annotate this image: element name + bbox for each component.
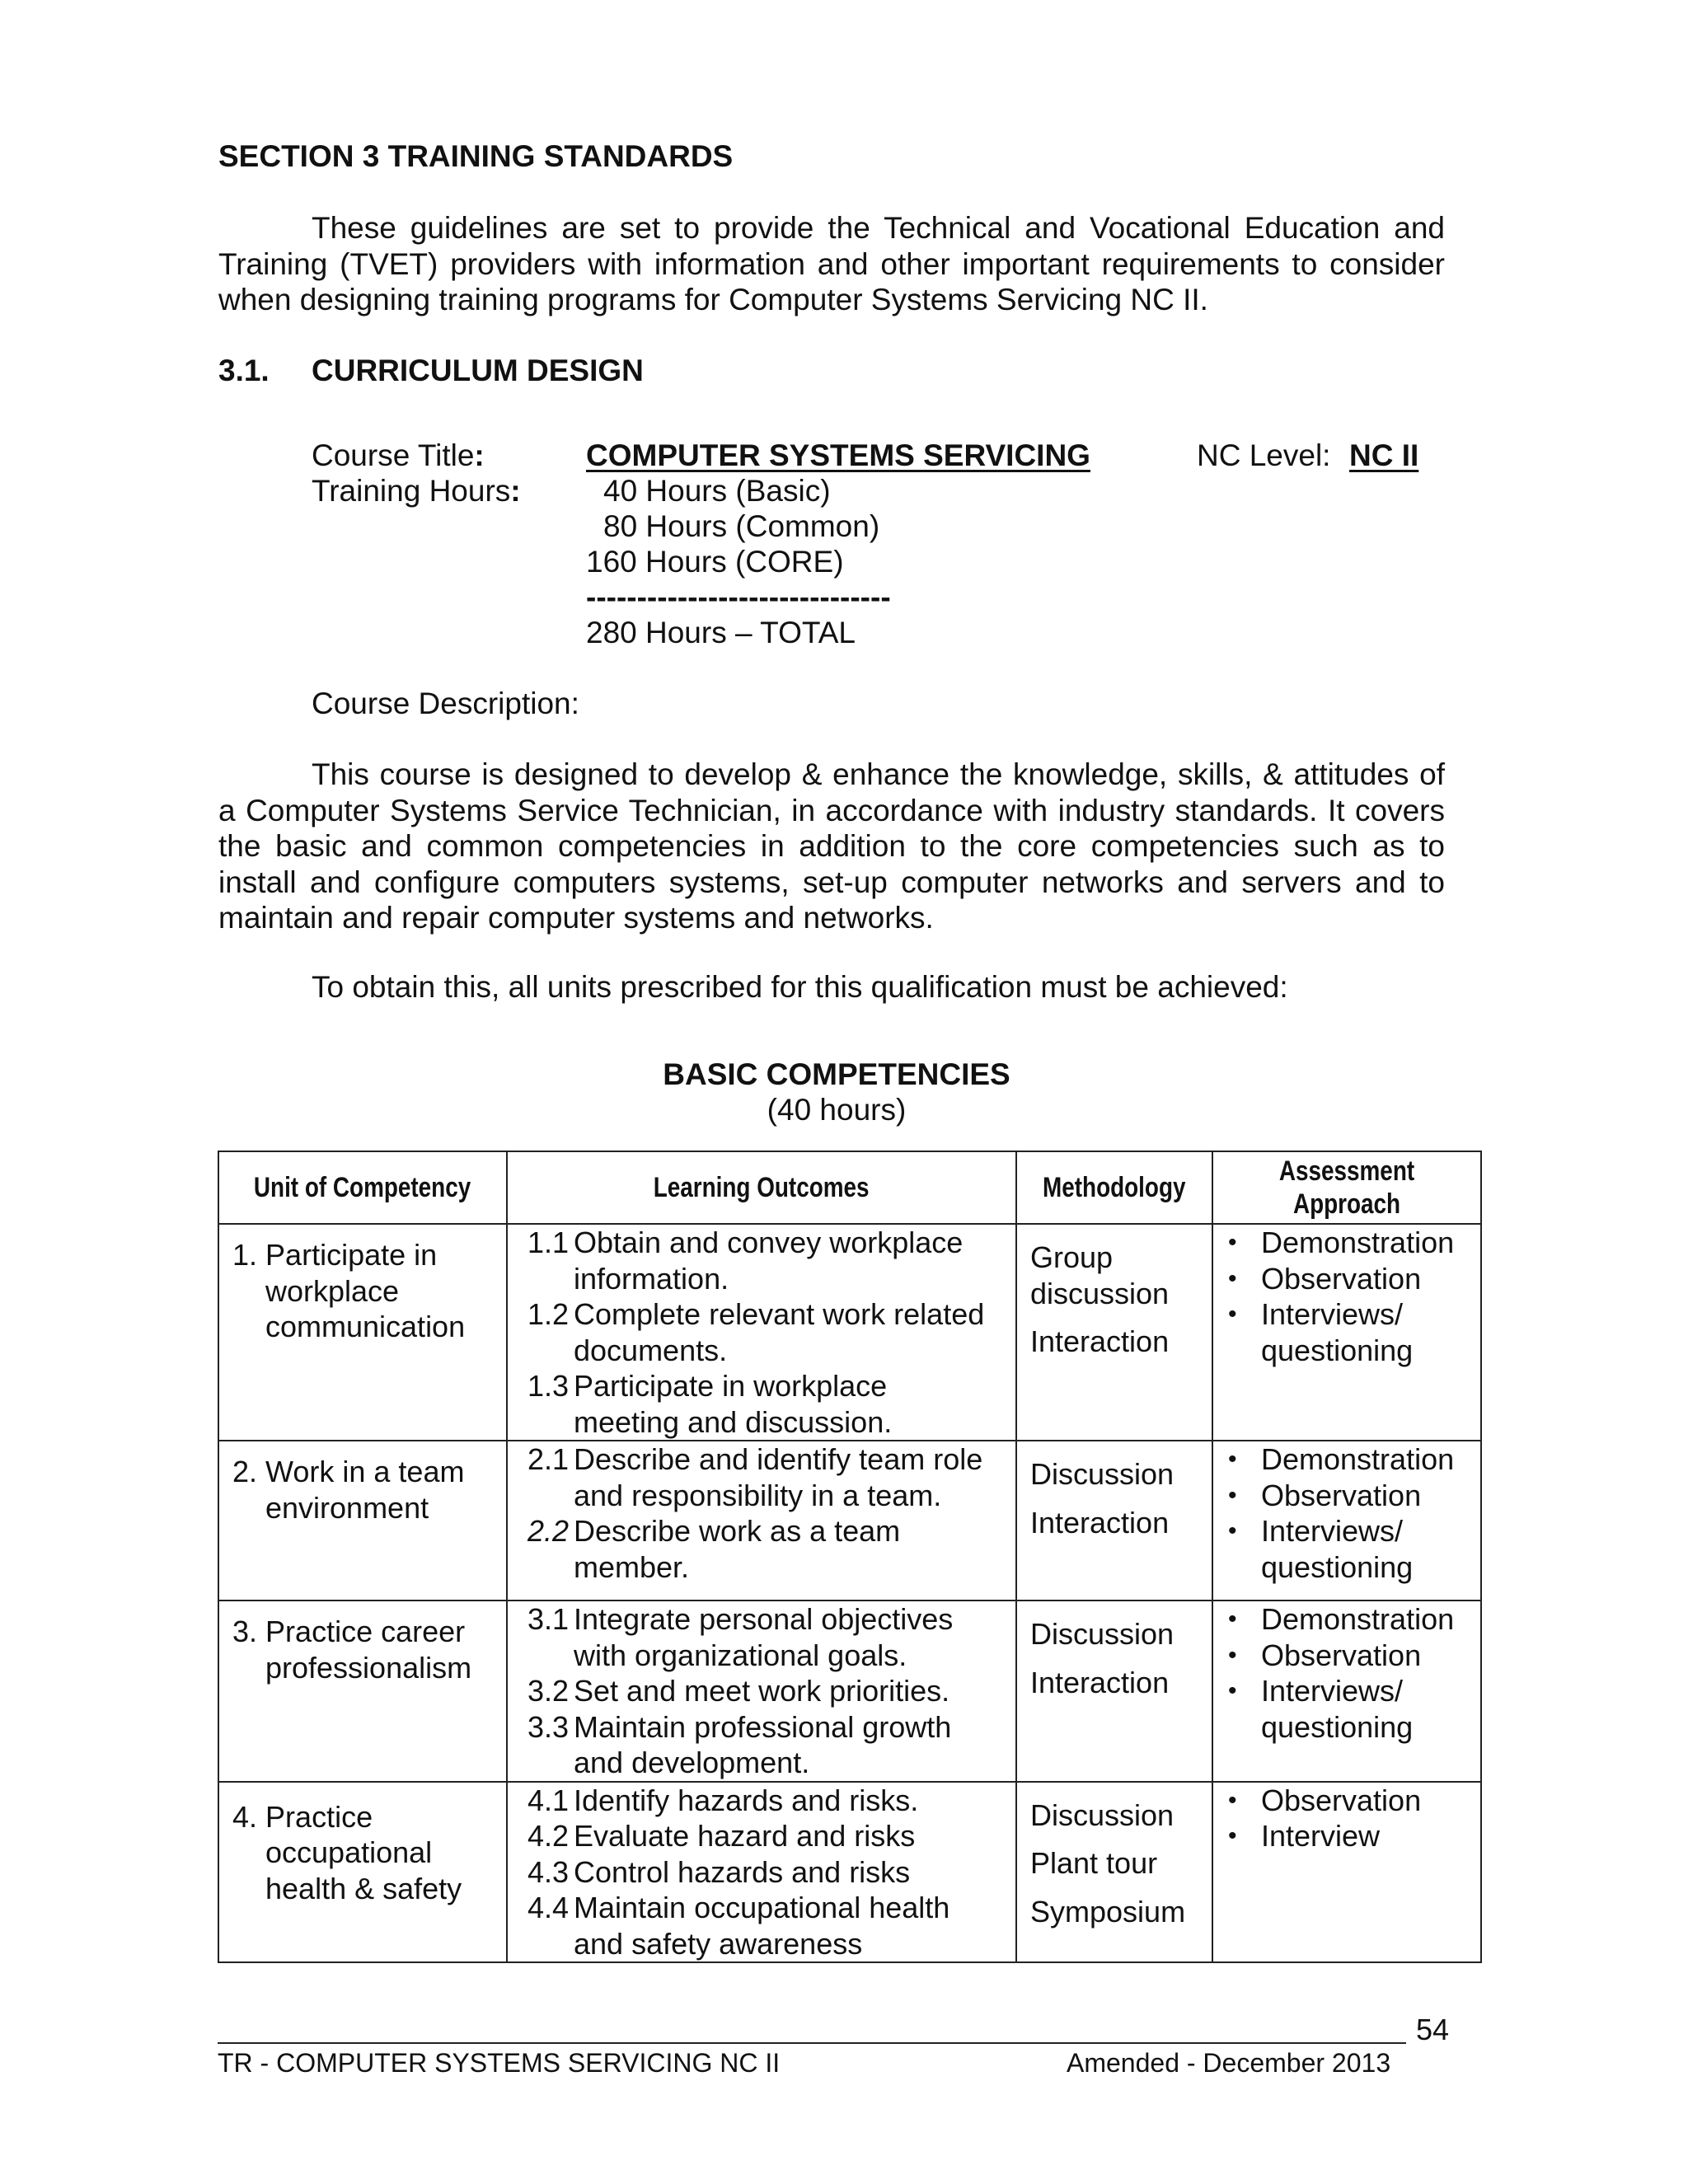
hours-core: 160 Hours (CORE) [586,545,844,579]
footer-rule [218,2042,1406,2044]
outcome-line: documents. [574,1333,728,1367]
unit-number: 3. [232,1615,258,1648]
unit-text [219,1783,506,1907]
list-item [1225,1818,1480,1854]
list-item [518,1296,1015,1368]
outcome-line: Describe and identify team role [574,1442,983,1476]
unit-line: workplace [265,1273,400,1308]
unit-line: professionalism [265,1650,472,1685]
method-item: Interaction [1030,1505,1170,1540]
outcome-line: and development. [574,1746,810,1779]
outcome-number: 4.2 [527,1819,569,1853]
unit-cell [218,1441,507,1601]
outcome-number: 4.3 [527,1854,569,1889]
method-item: Discussion [1030,1457,1175,1491]
assessment-item: Interviews/ questioning [1261,1674,1414,1744]
bullet-icon: • [1228,1677,1237,1704]
outcome-number: 4.1 [527,1783,569,1817]
outcome-line: Describe work as a team [574,1514,901,1548]
list-item [518,1709,1015,1781]
outcome-line: and safety awareness [574,1926,863,1961]
outcome-number: 1.2 [527,1297,569,1331]
course-title-value: COMPUTER SYSTEMS SERVICING [586,438,1090,472]
training-hours-colon: : [510,474,521,508]
table-row [218,1601,1481,1782]
unit-text [219,1225,506,1345]
subsection-title: CURRICULUM DESIGN [312,354,644,387]
outcome-line: Evaluate hazard and risks [574,1819,916,1853]
outcome-line: Maintain occupational health [574,1891,950,1924]
unit-line: health & safety [265,1871,462,1905]
intro-line: Training (TVET) providers with information and other important requirements to consider [218,246,1445,281]
course-title-colon: : [474,438,485,472]
description-paragraph [218,757,1445,936]
outcome-number: 1.3 [527,1369,569,1403]
unit-line: occupational [265,1835,433,1869]
basic-competencies-title: BASIC COMPETENCIES [663,1057,1010,1091]
methodology-cell [1016,1441,1212,1601]
competency-table [218,1151,1482,1963]
training-hours-label [312,473,521,509]
outcomes-cell [507,1601,1016,1782]
hours-common: 80 Hours (Common) [603,509,880,543]
list-item [518,1601,1015,1673]
header-methodology [1016,1151,1212,1224]
outcome-line: Set and meet work priorities. [574,1674,950,1708]
unit-cell [218,1782,507,1963]
description-line: a Computer Systems Service Technician, in accordance with industry standards. It covers [218,793,1445,827]
assessment-cell [1212,1782,1481,1963]
outcome-number: 1.1 [527,1226,569,1259]
header-assessment-text: Assessment Approach [1278,1155,1415,1220]
outcome-number: 2.1 [527,1442,569,1476]
obtain-text: To obtain this, all units prescribed for this qualification must be achieved: [312,970,1288,1004]
list-item [1225,1261,1480,1297]
list-item [1225,1513,1480,1585]
unit-line: Participate in [265,1238,438,1272]
list-item [1225,1783,1480,1819]
bullet-icon: • [1228,1786,1237,1814]
list-item [518,1441,1015,1513]
list-item [1225,1296,1480,1368]
list-item [1225,1673,1480,1745]
method-item: Interaction [1030,1665,1170,1699]
basic-competencies-hours: (40 hours) [767,1093,907,1127]
header-unit [218,1151,507,1224]
outcome-line: Identify hazards and risks. [574,1783,919,1817]
hours-separator: ------------------------------ [586,580,891,614]
list-item [518,1783,1015,1819]
assessment-cell [1212,1441,1481,1601]
list-item [518,1818,1015,1854]
table-row [218,1441,1481,1601]
assessment-cell [1212,1224,1481,1441]
assessment-item: Observation [1261,1638,1422,1672]
table-header-row [218,1151,1481,1224]
method-item: Discussion [1030,1617,1175,1651]
unit-text [219,1441,506,1526]
unit-cell [218,1224,507,1441]
header-outcomes-text: Learning Outcomes [654,1172,870,1203]
method-item: Interaction [1030,1324,1170,1358]
list-item [1225,1478,1480,1514]
assessment-item: Interviews/ questioning [1261,1297,1414,1367]
header-assessment [1212,1151,1481,1224]
table-row [218,1782,1481,1963]
outcome-line: meeting and discussion. [574,1404,893,1439]
outcome-number: 3.2 [527,1674,569,1708]
unit-text [219,1601,506,1685]
list-item [1225,1225,1480,1261]
unit-line: Work in a team [265,1455,465,1488]
outcome-line: Obtain and convey workplace [574,1226,964,1259]
footer-left: TR - COMPUTER SYSTEMS SERVICING NC II [218,2048,781,2078]
methodology-cell [1016,1601,1212,1782]
list-item [1225,1441,1480,1478]
course-title-label-text: Course Title [312,438,475,472]
outcome-line: Participate in workplace [574,1369,888,1403]
assessment-item: Observation [1261,1783,1422,1817]
bullet-icon: • [1228,1605,1237,1633]
bullet-icon: • [1228,1264,1237,1292]
bullet-icon: • [1228,1517,1237,1544]
list-item [518,1225,1015,1296]
intro-line: These guidelines are set to provide the Technical and Vocational Education and [312,211,1445,245]
list-item [518,1890,1015,1961]
assessment-item: Demonstration [1261,1226,1455,1259]
assessment-cell [1212,1601,1481,1782]
outcome-line: Maintain professional growth [574,1709,952,1744]
bullet-icon: • [1228,1446,1237,1473]
bullet-icon: • [1228,1481,1237,1509]
assessment-item: Demonstration [1261,1442,1455,1476]
outcome-line: Control hazards and risks [574,1854,911,1889]
list-item [518,1368,1015,1440]
unit-number: 4. [232,1799,258,1834]
description-line: install and configure computers systems, set-up computer networks and servers and to [218,865,1445,899]
list-item [1225,1638,1480,1674]
unit-number: 1. [232,1238,258,1272]
outcome-number: 2.2 [527,1514,569,1548]
assessment-item: Interviews/ questioning [1261,1514,1414,1584]
page-number: 54 [1416,2013,1450,2046]
unit-cell [218,1601,507,1782]
assessment-item: Interview [1261,1819,1381,1853]
outcome-line: member. [574,1549,690,1584]
assessment-item: Observation [1261,1478,1422,1512]
outcomes-cell [507,1441,1016,1601]
assessment-item: Observation [1261,1261,1422,1296]
nc-level-label: NC Level: [1197,438,1331,472]
nc-level-value: NC II [1349,438,1419,472]
list-item [1225,1601,1480,1638]
unit-line: Practice career [265,1615,466,1648]
section-heading: SECTION 3 TRAINING STANDARDS [218,139,734,173]
header-methodology-text: Methodology [1043,1172,1186,1203]
header-outcomes [507,1151,1016,1224]
outcome-line: Integrate personal objectives [574,1602,954,1636]
intro-line: when designing training programs for Computer Systems Servicing NC II. [218,283,1208,316]
footer-right: Amended - December 2013 [1067,2048,1391,2078]
method-item: Symposium [1030,1894,1186,1929]
unit-line: Practice [265,1799,373,1834]
outcome-line: information. [574,1261,729,1296]
description-line: maintain and repair computer systems and networks. [218,901,934,935]
method-item: Plant tour [1030,1846,1158,1880]
bullet-icon: • [1228,1822,1237,1849]
methodology-cell [1016,1782,1212,1963]
hours-basic: 40 Hours (Basic) [603,474,831,508]
bullet-icon: • [1228,1641,1237,1669]
method-item: Discussion [1030,1797,1175,1832]
unit-line: environment [265,1490,429,1525]
methodology-cell [1016,1224,1212,1441]
outcome-number: 3.1 [527,1602,569,1636]
course-title-label [312,438,485,474]
list-item [518,1513,1015,1585]
outcomes-cell [507,1782,1016,1963]
subsection-number: 3.1. [218,354,270,387]
assessment-item: Demonstration [1261,1602,1455,1636]
hours-total: 280 Hours – TOTAL [586,616,856,649]
method-item: Group discussion [1030,1240,1170,1310]
outcome-line: and responsibility in a team. [574,1478,942,1512]
course-description-label: Course Description: [312,687,579,720]
intro-paragraph [218,210,1445,318]
list-item [518,1673,1015,1709]
outcome-line: with organizational goals. [574,1638,907,1672]
outcome-number: 3.3 [527,1709,569,1744]
description-line: This course is designed to develop & enhance the knowledge, skills, & attitudes of [312,757,1445,791]
unit-number: 2. [232,1455,258,1488]
header-unit-text: Unit of Competency [254,1172,471,1203]
list-item [518,1854,1015,1891]
unit-line: communication [265,1310,466,1343]
outcomes-cell [507,1224,1016,1441]
bullet-icon: • [1228,1301,1237,1328]
training-hours-label-text: Training Hours [312,474,511,508]
bullet-icon: • [1228,1229,1237,1256]
description-line: the basic and common competencies in addition to the core competencies such as to [218,829,1445,863]
table-row [218,1224,1481,1441]
outcome-number: 4.4 [527,1891,569,1924]
outcome-line: Complete relevant work related [574,1297,985,1331]
